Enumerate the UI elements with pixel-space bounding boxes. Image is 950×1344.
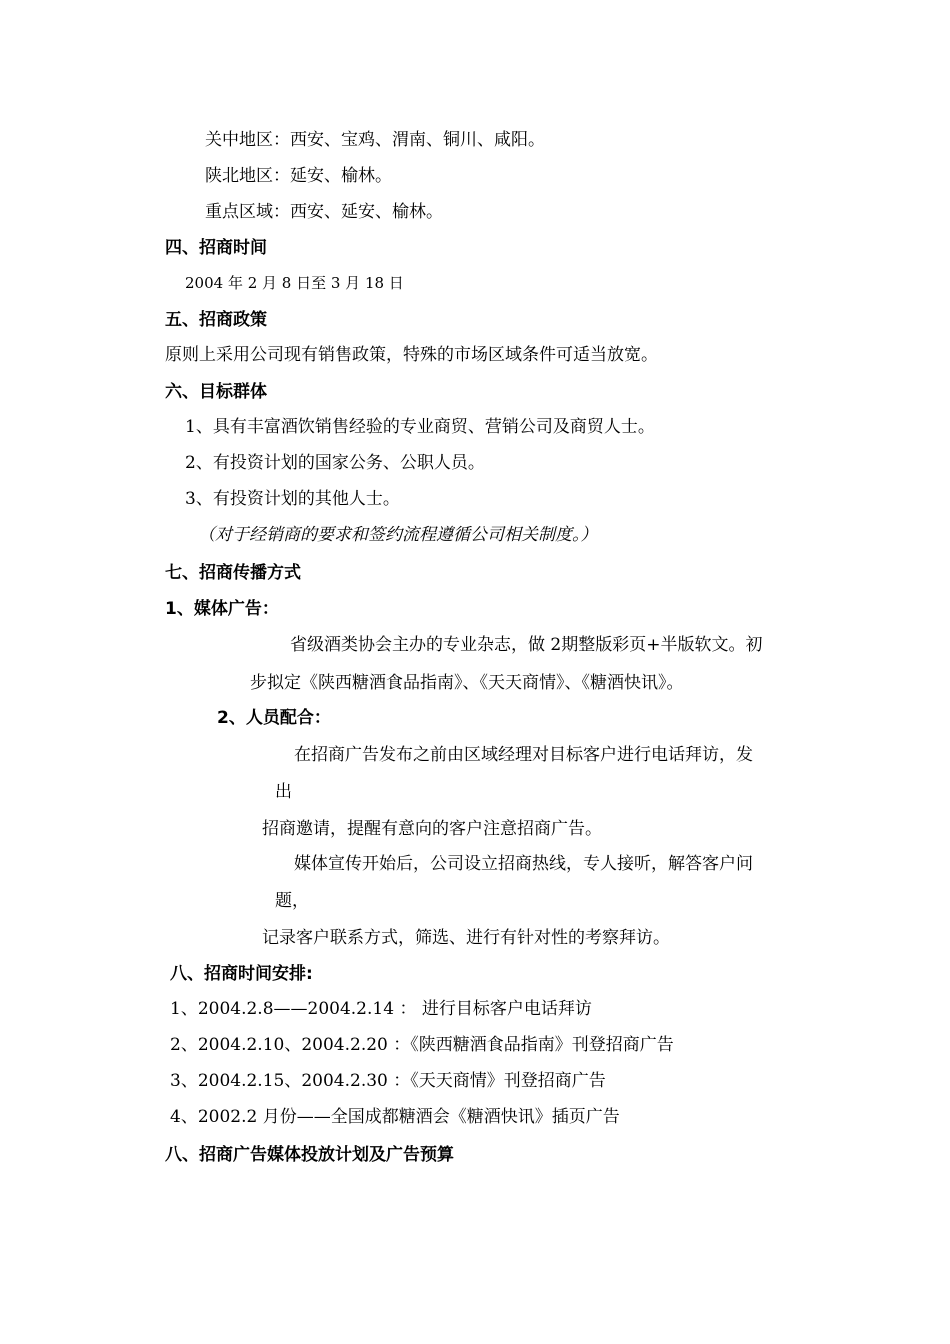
staff-heading: 2、人员配合： (217, 708, 331, 728)
section-4-heading: 四、招商时间 (165, 238, 267, 258)
staff-paragraph-line: 题， (275, 891, 309, 911)
staff-paragraph-line: 出 (275, 782, 292, 802)
staff-paragraph-line: 招商邀请，提醒有意向的客户注意招商广告。 (262, 819, 602, 839)
media-ad-heading: 1、媒体广告： (165, 599, 279, 619)
section-8-heading: 八、招商时间安排: (170, 964, 313, 984)
region-guanzhong: 关中地区：西安、宝鸡、渭南、铜川、咸阳。 (205, 130, 545, 150)
section-4-text: 2004 年 2 月 8 日至 3 月 18 日 (185, 274, 404, 292)
section-9-heading: 八、招商广告媒体投放计划及广告预算 (165, 1145, 454, 1165)
media-ad-line: 步拟定《陕西糖酒食品指南》、《天天商情》、《糖酒快讯》。 (250, 673, 684, 693)
staff-paragraph-line: 媒体宣传开始后，公司设立招商热线，专人接听，解答客户问 (294, 854, 753, 874)
region-shaanbei: 陕北地区：延安、榆林。 (205, 166, 392, 186)
staff-paragraph-line: 在招商广告发布之前由区域经理对目标客户进行电话拜访，发 (294, 745, 753, 765)
section-6-item: 2、有投资计划的国家公务、公职人员。 (185, 453, 485, 473)
section-5-heading: 五、招商政策 (165, 310, 267, 330)
section-6-heading: 六、目标群体 (165, 382, 267, 402)
section-6-note: （对于经销商的要求和签约流程遵循公司相关制度。） (198, 525, 598, 545)
schedule-item: 4、2002.2 月份——全国成都糖酒会《糖酒快讯》插页广告 (170, 1107, 620, 1127)
staff-paragraph-line: 记录客户联系方式，筛选、进行有针对性的考察拜访。 (262, 928, 670, 948)
section-6-item: 3、有投资计划的其他人士。 (185, 489, 400, 509)
section-6-item: 1、具有丰富酒饮销售经验的专业商贸、营销公司及商贸人士。 (185, 417, 655, 437)
section-7-heading: 七、招商传播方式 (165, 563, 301, 583)
schedule-item: 1、2004.2.8——2004.2.14 ： 进行目标客户电话拜访 (170, 999, 592, 1019)
schedule-item: 3、2004.2.15、2004.2.30 ：《天天商情》刊登招商广告 (170, 1071, 606, 1091)
schedule-item: 2、2004.2.10、2004.2.20 ：《陕西糖酒食品指南》刊登招商广告 (170, 1035, 674, 1055)
region-key: 重点区域：西安、延安、榆林。 (205, 202, 443, 222)
media-ad-line: 省级酒类协会主办的专业杂志，做 2期整版彩页+半版软文。初 (290, 635, 763, 655)
section-5-text: 原则上采用公司现有销售政策，特殊的市场区域条件可适当放宽。 (165, 345, 658, 365)
